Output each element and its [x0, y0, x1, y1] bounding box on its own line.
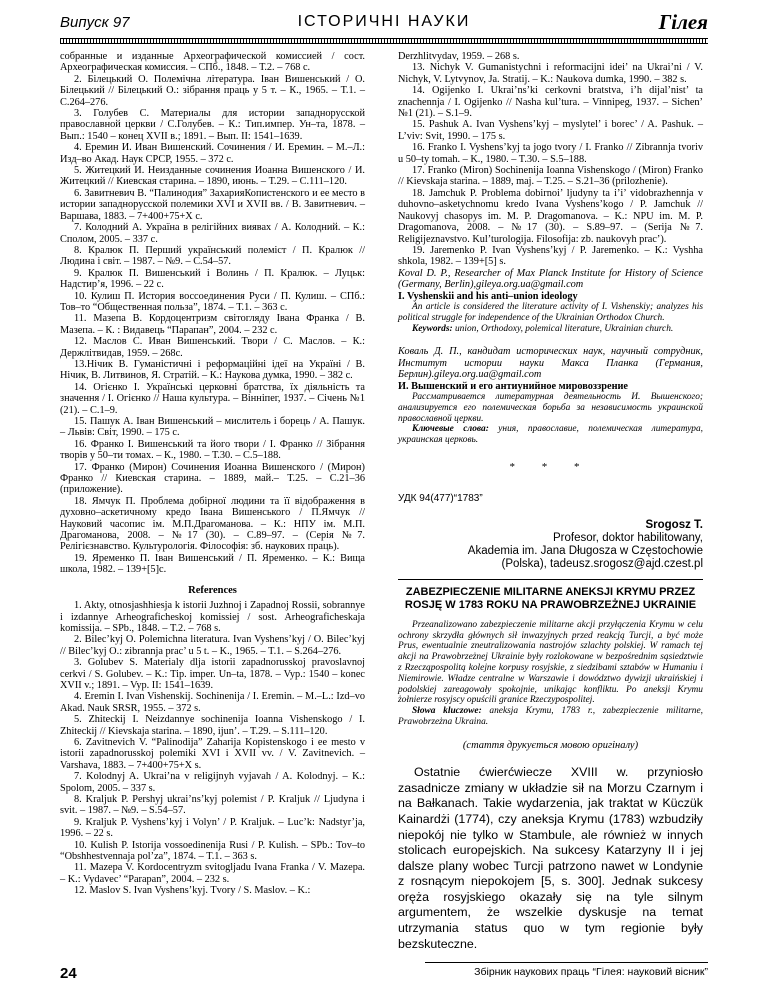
reference-item: 7. Колодний А. Україна в релігійних виявах / А. Колодний. – К.: Сполом, 2005. – 337 с. — [60, 222, 365, 245]
reference-item: 6. Завитневич В. “Палинодия” ЗахарияКопистенского и ее место в истории западнорусской полемики XVI и XVII вв. / В. Завитневич. – Варшава, 1883. – 7+400+75+X с. — [60, 187, 365, 222]
reference-item: 16. Франко І. Вишенський та його твори / І. Франко // Зібрання творів у 50–ти томах. – К., 1980. – Т.30. – С.5–188. — [60, 438, 365, 462]
section-rule — [398, 579, 703, 580]
reference-item: 13.Нічик В. Гуманістичні і реформаційні ідеї на Україні / В. Нічик, В. Литвинов, Я. Стратій. – К.: Наукова думка, 1990. – 382 с. — [60, 358, 365, 382]
reference-item: 8. Кралюк П. Перший український полеміст / П. Кралюк // Людина і світ. – 1987. – №9. – С.54–57. — [60, 244, 365, 268]
language-note: (стаття друкується мовою оригіналу) — [462, 739, 639, 751]
keywords-label: Keywords: — [412, 323, 453, 334]
reference-item: Derzhlitvydav, 1959. – 268 s. — [398, 51, 520, 62]
author-name: Srogosz T. — [645, 518, 703, 531]
english-title: I. Vyshenskii and his anti–union ideology — [398, 290, 578, 302]
references-heading: References — [188, 584, 237, 596]
reference-item: 14. Ogijenko I. Ukrai’ns’ki cerkovni bratstva, i’h dijal’nist’ ta znachennja / I. Ogijenko // Nasha kul’tura. – Vinnipeg, 1937. – Sichen’ №1 (21). – S.1–9. — [398, 85, 703, 120]
english-keywords — [398, 324, 703, 335]
article-author-block — [398, 519, 703, 571]
reference-item: 5. Zhiteckij I. Neizdannye sochinenija Ioanna Vishenskogo / I. Zhiteckij // Kievskaja starina. – 1890, ijun’. – T.29. – S.111–120. — [60, 714, 365, 737]
russian-abstract: Рассматривается литературная деятельность И. Вышенского; анализируется его полемическая борьба за независимость украинской православной церкви. — [398, 391, 703, 424]
reference-item: 15. Пашук А. Іван Вишенський – мислитель і борець / А. Пашук. – Львів: Світ, 1990. – 175 с. — [60, 416, 365, 439]
reference-item: 16. Franko I. Vyshens’kyj ta jogo tvory / I. Franko // Zibrannja tvoriv u 50–ty tomah. – K., 1980. – T.30. – S.5–188. — [398, 142, 703, 165]
reference-item: 12. Маслов С. Иван Вишенський. Твори / С. Маслов. – К.: Держлітвидав, 1959. – 268с. — [60, 336, 365, 359]
reference-item: 3. Голубев С. Материалы для истории западнорусской православной церкви / С.Голубев. – К.: Тип.импер. Ун–та, 1878. – Вып.: 1540 – конец XVII в.; 1891. – Вып. II: 1541–1639. — [60, 108, 365, 142]
reference-item: 6. Zavitnevich V. “Palinodija” Zaharija Kopistenskogo i ee mesto v istorii zapadnorusskoj polemiki XVI i XVII vv. / V. Zavitnevich. – Varshava, 1883. – 7+400+75+X s. — [60, 736, 365, 771]
reference-item: 19. Jaremenko P. Ivan Vyshens’kyj / P. Jaremenko. – K.: Vyshha shkola, 1982. – 139+[5] s. — [398, 244, 703, 268]
reference-item: 4. Еремин И. Иван Вишенский. Сочинения / И. Еремин. – М.–Л.: Изд–во Акад. Наук СРСР, 1955. – 372 с. — [60, 142, 365, 165]
reference-item: 17. Франко (Мирон) Сочинения Иоанна Вишенского / (Мирон) Франко // Киевская старина. – 1889, май.– Т.25. – С.21–36 (приложение). — [60, 461, 365, 496]
reference-item: 3. Golubev S. Materialy dlja istorii zapadnorusskoj pravoslavnoj cerkvi / S. Golubev. – K.: Tip. imper. Un–ta, 1878. – Vyp.: 1540 – konec XVII v.; 1891. – Vyp. II: 1541–1639. — [60, 657, 365, 691]
reference-item: 15. Pashuk A. Ivan Vyshens’kyj – myslytel’ i borec’ / A. Pashuk. – L’viv: Svit, 1990. – 175 s. — [398, 119, 703, 142]
reference-item: 14. Огієнко І. Українські церковні братства, їх діяльність та значення / І. Огієнко // Наша культура. – Вінніпег, 1937. – Січень №1 (21). – С.1–9. — [60, 381, 365, 416]
reference-item: 13. Nichyk V. Gumanistychni i reformacijni idei’ na Ukrai’ni / V. Nichyk, V. Lytvynov, Ja. Stratij. – K.: Naukova dumka, 1990. – 382 s. — [398, 62, 703, 85]
reference-item: 9. Kraljuk P. Vyshens’kyj i Volyn’ / P. Kraljuk. – Luc’k: Nadstyr’ja, 1996. – 22 s. — [60, 816, 365, 840]
keywords-text: aneksja Krymu, 1783 r., zabezpieczenie militarne, Prawobrzeżna Ukraina. — [398, 706, 703, 727]
keywords-text: уния, православие, полемическая литература, украинская церковь. — [398, 424, 704, 446]
reference-item: 11. Мазепа В. Кордоцентризм світогляду Івана Франка / В. Мазепа. – К. : Видавець “Парапан”, 2004. – 232 с. — [60, 313, 365, 336]
author-contact: (Polska), tadeusz.srogosz@ajd.czest.pl — [501, 557, 703, 570]
reference-item: 18. Ямчук П. Проблема добірної людини та її відображення в духовно–аскетичному кредо Івана Вишенського / П.Ямчук // Науковий часопис ім. М.П.Драгоманова. – К.: НПУ ім. М.П. Драгоманова, 2008. – №17 (30). – С.89–97. – (Серія №7. Релігієзнавство. Культурологія. Філософія: зб. наукових праць). — [60, 495, 365, 553]
russian-author: Коваль Д. П., кандидат исторических наук, научный сотрудник, Институт истории науки Макса Планка (Германия, Берлин).gileya.org.ua@gmail.com — [398, 346, 703, 381]
reference-item: собранные и изданные Археографической комиссией / сост. Археографическая комиссия. – СПб., 1848. – Т.2. – 768 с. — [60, 51, 365, 74]
page-number: 24 — [60, 965, 77, 982]
reference-item: 10. Кулиш П. История воссоединения Руси / П. Кулиш. – СПб.: Тов–то “Общественная польза”, 1874. – Т.1. – 363 с. — [60, 290, 365, 313]
section-separator: * * * — [509, 460, 592, 473]
article-body: Ostatnie ćwierćwiecze XVIII w. przyniosło zasadnicze zmiany w układzie sił na Morzu Czarnym i na Bałkanach. Takie wydarzenia, jak traktat w Küczük Kainardżi (1774), czy aneksja Krymu (1783) wzbudziły niepokój nie tylko w Stambule, ale również w innych stolicach europejskich. Na sukcesy Katarzyny II i jej dalsze plany wobec Turcji patrzono nawet w Londynie z rosnącym niepokojem [5, s. 300]. Jednak sukcesy oręża rosyjskiego okazały się na tyle silnym argumentem, że wszelkie dyskusje na temat utrzymania status quo w tym regionie były bezskuteczne. — [398, 765, 703, 951]
reference-item: 2. Bilec’kyj O. Polemichna literatura. Ivan Vyshens’kyj / O. Bilec’kyj // Bilec’kyj O.: zibrannja prac’ u 5 t. – K., 1965. – T.1. – S.264–276. — [60, 634, 365, 657]
article-title: ZABEZPIECZENIE MILITARNE ANEKSJI KRYMU PRZEZ ROSJĘ W 1783 ROKU NA PRAWOBRZEŻNEJ UKRAINIE — [404, 585, 697, 611]
reference-item: 18. Jamchuk P. Problema dobirnoi’ ljudyny ta i’i’ vidobrazhennja v duhovno–asketychnomu kredo Ivana Vyshens’kogo / P. Jamchuk // Naukovyj chasopys im. M. P. Dragomanova. – K.: NPU im. M. P. Dragomanova, 2008. – №17 (30). – S.89–97. – (Serija №7. Religijeznavstvo. Kul’turologija. Filosofija: zb. naukovyh prac’). — [398, 187, 703, 245]
reference-item: 9. Кралюк П. Вишенський і Волинь / П. Кралюк. – Луцьк: Надстир’я, 1996. – 22 с. — [60, 267, 365, 291]
author-title: Profesor, doktor habilitowany, — [552, 531, 703, 544]
keywords-label: Słowa kluczowe: — [412, 706, 482, 717]
reference-item: 7. Kolodnyj A. Ukrai’na v religijnyh vyjavah / A. Kolodnyj. – K.: Spolom, 2005. – 337 s. — [60, 771, 365, 794]
udc-code: УДК 94(477)“1783” — [398, 493, 483, 505]
header-rule — [60, 38, 708, 44]
keywords-text: union, Orthodoxy, polemical literature, Ukrainian church. — [454, 323, 674, 334]
russian-title: И. Вышенский и его антиунийное мировоззрение — [398, 380, 629, 392]
reference-item: 5. Житецкий И. Неизданные сочинения Иоанна Вишенского / И. Житецкий // Киевская старина. – 1890, июнь. – Т.29. – С.111–120. — [60, 165, 365, 188]
reference-item: 8. Kraljuk P. Pershyj ukrai’ns’kyj polemist / P. Kraljuk // Ljudyna i svit. – 1987. – №9. – S.54–57. — [60, 794, 365, 817]
journal-logo: Гілея — [658, 10, 708, 34]
russian-keywords — [398, 424, 703, 446]
english-abstract: An article is considered the literature activity of I. Vishenskiy; analyzes his political struggle for independence of the Ukrainian Orthodox Church. — [398, 301, 703, 323]
author-affiliation: Akademia im. Jana Długosza w Częstochowie — [467, 544, 703, 557]
keywords-label: Ключевые слова: — [412, 424, 489, 435]
english-author: Koval D. P., Researcher of Max Planck Institute for History of Science (Germany, Berlin),gileya.org.ua@gmail.com — [398, 267, 703, 291]
reference-item: 2. Білецький О. Полемічна література. Іван Вишенський / О. Білецький // Білецький О.: зібрання праць у 5 т. – К., 1965. – Т.1. – С.264–276. — [60, 73, 365, 108]
reference-item: 12. Maslov S. Ivan Vyshens’kyj. Tvory / S. Maslov. – K.: — [74, 885, 311, 897]
reference-item: 19. Яременко П. Іван Вишенський / П. Яременко. – К.: Вища школа, 1982. – 139+[5]с. — [60, 552, 365, 576]
reference-item: 1. Akty, otnosjashhiesja k istorii Juzhnoj i Zapadnoj Rossii, sobrannye i izdannye Arheograficheskoj komissiej / sost. Arheograficheskaja komissija. – SPb., 1848. – T.2. – 768 s. — [60, 600, 365, 634]
section-title: ІСТОРИЧНІ НАУКИ — [297, 13, 471, 30]
reference-item: 10. Kulish P. Istorija vossoedinenija Rusi / P. Kulish. – SPb.: Tov–to “Obshhestvennaja pol’za”, 1874. – T.1. – 363 s. — [60, 839, 365, 863]
reference-item: 17. Franko (Miron) Sochinenija Ioanna Vishenskogo / (Miron) Franko // Kievskaja starina. – 1889, maj. – T.25. – S.21–36 (prilozhenie). — [398, 165, 703, 188]
footer-rule — [425, 962, 708, 963]
reference-item: 11. Mazepa V. Kordocentryzm svitogljadu Ivana Franka / V. Mazepa. – K.: Vydavec’ “Parapan”, 2004. – 232 s. — [60, 862, 365, 885]
polish-keywords — [398, 706, 703, 728]
polish-abstract: Przeanalizowano zabezpieczenie militarne akcji przyłączenia Krymu w celu ochrony skrzydła głównych sił inwazyjnych przed reakcją Turcji, a być może Prus, ewentualnie zneutralizowania nastrojów szlachty polskiej. W ramach tej akcji na Prawobrzeżnej Ukrainie były rozlokowane w bezpośrednim sąsiedztwie z Rzecząpospolitą kolejne korpusy rosyjskie, z siedzibami sztabów w Humaniu i Niemirowie. Władze centralne w Warszawie i dowództwo dywizji ukraińskiej i podolskiej zareagowały spokojnie, unikając konfliktu. Po aneksji Krymu żołnierze rosyjscy opuścili granice Rzeczypospolitej. — [398, 619, 703, 706]
left-column — [60, 51, 365, 897]
reference-item: 4. Eremin I. Ivan Vishenskij. Sochinenija / I. Eremin. – M.–L.: Izd–vo Akad. Nauk SRSR, 1955. – 372 s. — [60, 691, 365, 714]
issue-label: Випуск 97 — [60, 14, 130, 31]
right-column — [398, 51, 703, 952]
footer-journal: Збірник наукових праць “Гілея: науковий вісник” — [474, 966, 708, 978]
